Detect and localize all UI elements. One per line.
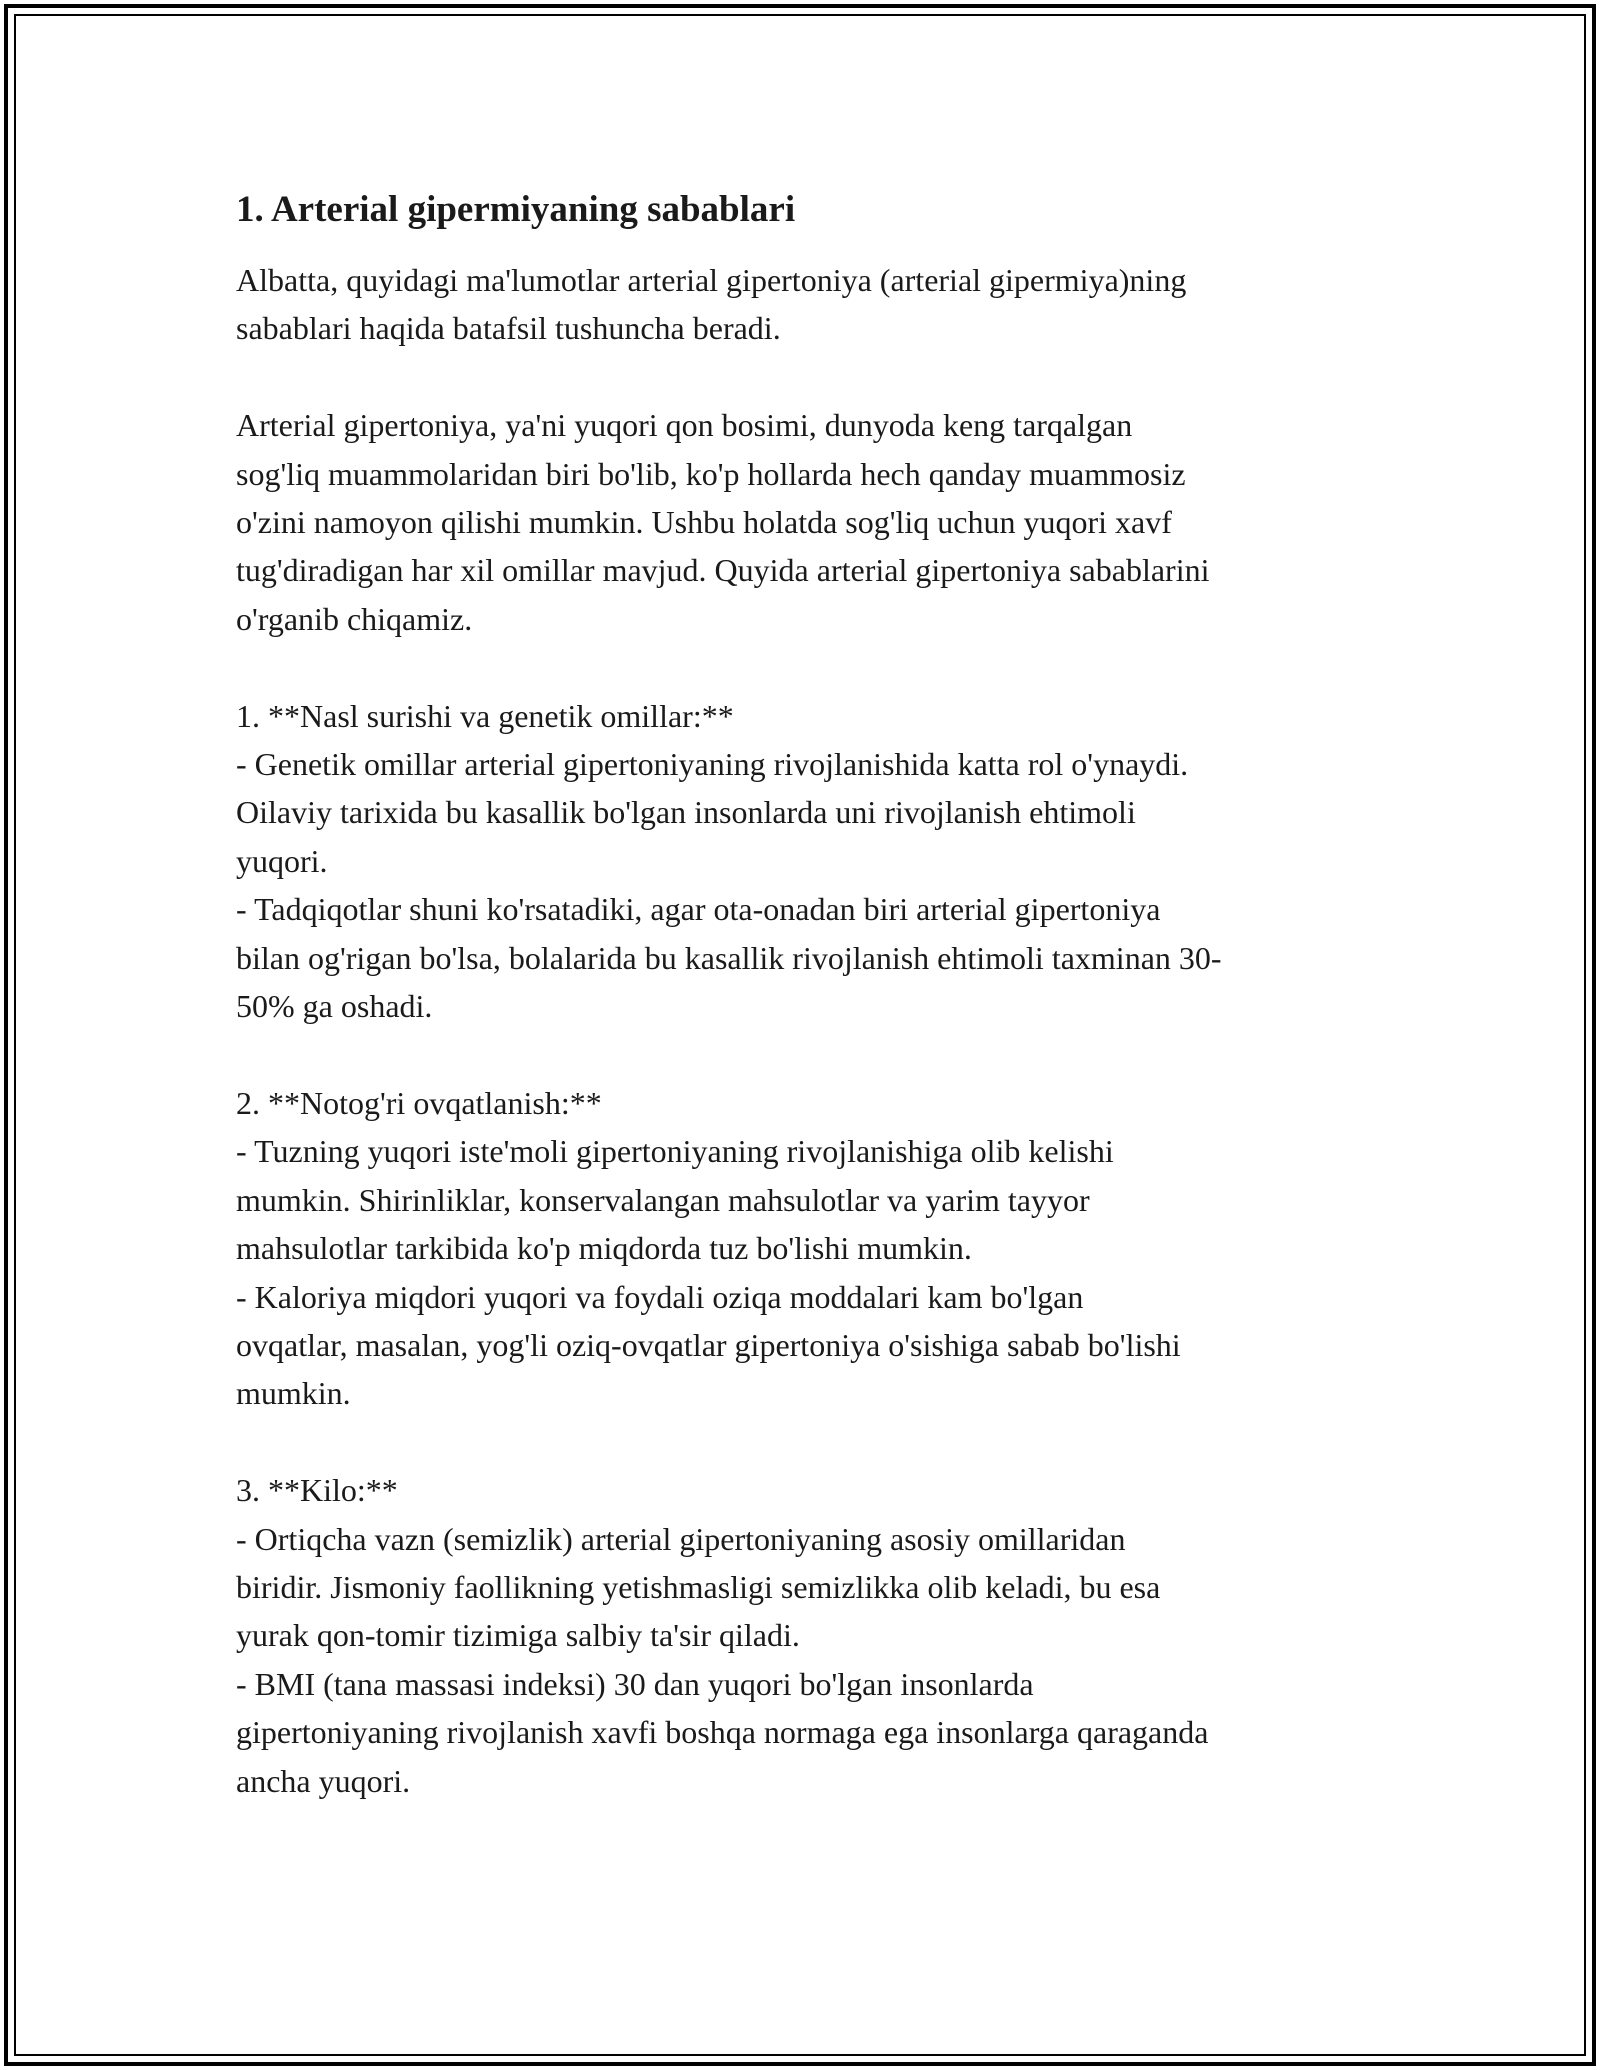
document-content	[236, 186, 1376, 1805]
document-body: Albatta, quyidagi ma'lumotlar arterial gipertoniya (arterial gipermiya)ning sabablari haqida batafsil tushuncha beradi. Arterial gipertoniya, ya'ni yuqori qon bosimi, dunyoda keng tarqalgan sog'liq muammolaridan biri bo'lib, ko'p hollarda hech qanday muammosiz o'zini namoyon qilishi mumkin. Ushbu holatda sog'liq uchun yuqori xavf tug'diradigan har xil omillar mavjud. Quyida arterial gipertoniya sabablarini o'rganib chiqamiz. 1. **Nasl surishi va genetik omillar:** - Genetik omillar arterial gipertoniyaning rivojlanishida katta rol o'ynaydi. Oilaviy tarixida bu kasallik bo'lgan insonlarda uni rivojlanish ehtimoli yuqori. - Tadqiqotlar shuni ko'rsatadiki, agar ota-onadan biri arterial gipertoniya bilan og'rigan bo'lsa, bolalarida bu kasallik rivojlanish ehtimoli taxminan 30- 50% ga oshadi. 2. **Notog'ri ovqatlanish:** - Tuzning yuqori iste'moli gipertoniyaning rivojlanishiga olib kelishi mumkin. Shirinliklar, konservalangan mahsulotlar va yarim tayyor mahsulotlar tarkibida ko'p miqdorda tuz bo'lishi mumkin. - Kaloriya miqdori yuqori va foydali oziqa moddalari kam bo'lgan ovqatlar, masalan, yog'li oziq-ovqatlar gipertoniya o'sishiga sabab bo'lishi mumkin. 3. **Kilo:** - Ortiqcha vazn (semizlik) arterial gipertoniyaning asosiy omillaridan biridir. Jismoniy faollikning yetishmasligi semizlikka olib keladi, bu esa yurak qon-tomir tizimiga salbiy ta'sir qiladi. - BMI (tana massasi indeksi) 30 dan yuqori bo'lgan insonlarda gipertoniyaning rivojlanish xavfi boshqa normaga ega insonlarga qaraganda ancha yuqori.	[236, 262, 1222, 1799]
document-title: 1. Arterial gipermiyaning sabablari	[236, 189, 796, 230]
